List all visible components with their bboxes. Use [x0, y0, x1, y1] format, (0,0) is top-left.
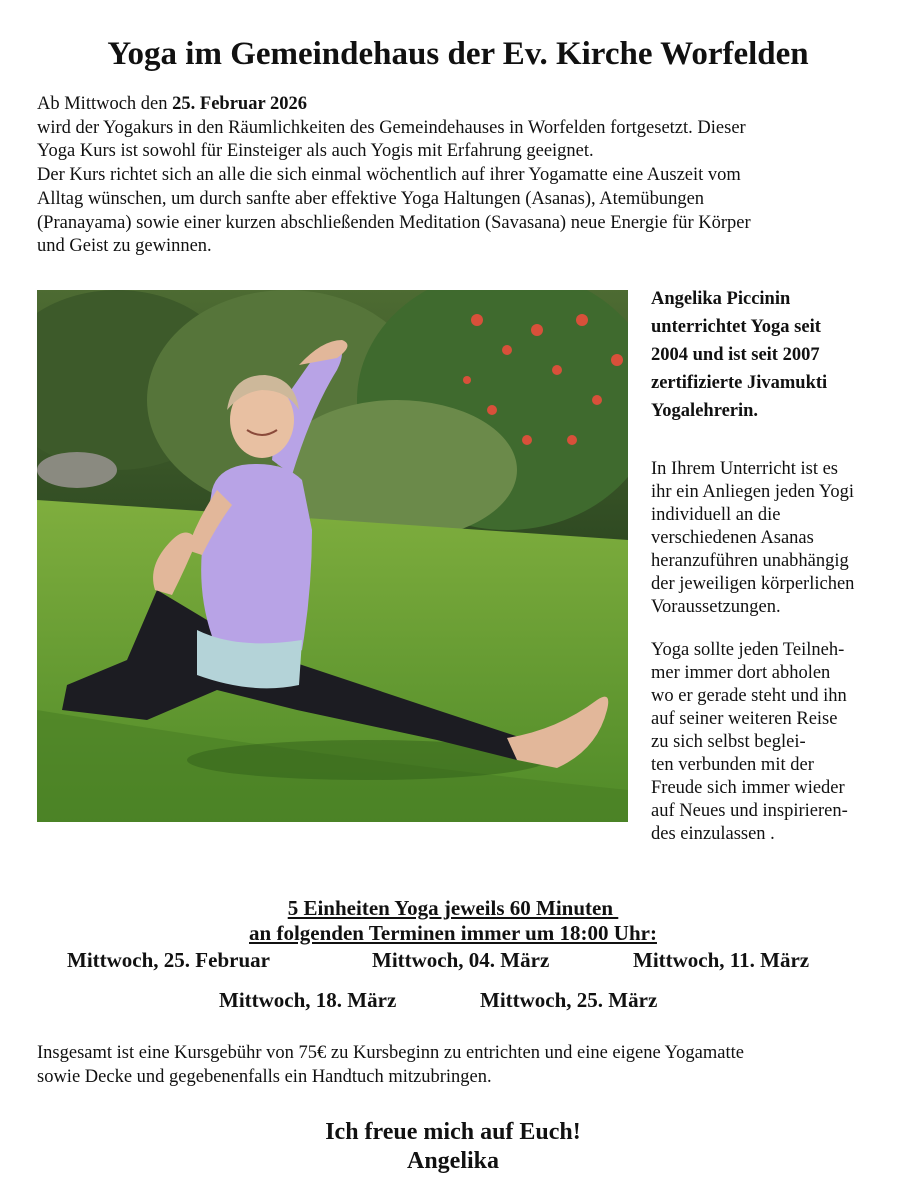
intro-line: Alltag wünschen, um durch sanfte aber effektive Yoga Haltungen (Asanas), Atemübungen [37, 188, 705, 209]
fee-info: Insgesamt ist eine Kursgebühr von 75€ zu Kursbeginn zu entrichten und eine eigene Yogamatte sowie Decke und gegebenenfalls ein Handtuch mitzubringen. [37, 1043, 744, 1087]
schedule-date: Mittwoch, 18. März [219, 988, 397, 1012]
intro-line: wird der Yogakurs in den Räumlichkeiten des Gemeindehauses in Worfelden fortgesetzt. Dieser [37, 117, 746, 138]
schedule-date: Mittwoch, 04. März [372, 948, 550, 972]
schedule-date: Mittwoch, 25. Februar [67, 948, 270, 972]
bio-paragraph-1: In Ihrem Unterricht ist es ihr ein Anliegen jeden Yogi individuell an die verschiedenen Asanas heranzuführen unabhängig der jeweiligen körperlichen Voraussetzungen. [651, 459, 855, 617]
bio-paragraph-2: Yoga sollte jeden Teilneh- mer immer dort abholen wo er gerade steht und ihn auf seiner weiteren Reise zu sich selbst beglei- ten verbunden mit der Freude sich immer wieder auf Neues und inspirieren- des einzulassen . [651, 640, 848, 844]
yoga-pose-illustration [37, 290, 628, 822]
intro-line-1: Ab Mittwoch den 25. Februar 2026 [37, 94, 307, 114]
schedule-date: Mittwoch, 11. März [633, 948, 810, 972]
signature-name: Angelika [406, 1148, 499, 1174]
closing-greeting [0, 1118, 906, 1176]
start-date: 25. Februar 2026 [172, 94, 307, 114]
schedule-heading: 5 Einheiten Yoga jeweils 60 Minuten an folgenden Terminen immer um 18:00 Uhr: [249, 896, 657, 945]
schedule-date: Mittwoch, 25. März [480, 988, 658, 1012]
intro-line: (Pranayama) sowie einer kurzen abschließenden Meditation (Savasana) neue Energie für Körper [37, 212, 751, 233]
instructor-bio [651, 285, 901, 846]
intro-text [37, 93, 887, 259]
intro-line: und Geist zu gewinnen. [37, 236, 212, 257]
closing-line: Ich freue mich auf Euch! [325, 1119, 581, 1145]
intro-line: Yoga Kurs ist sowohl für Einsteiger als auch Yogis mit Erfahrung geeignet. [37, 141, 594, 162]
yoga-photo [37, 290, 628, 822]
bio-intro: Angelika Piccinin unterrichtet Yoga seit 2004 und ist seit 2007 zertifizierte Jivamukti Yogalehrerin. [651, 289, 828, 421]
intro-line: Der Kurs richtet sich an alle die sich einmal wöchentlich auf ihrer Yogamatte eine Auszeit vom [37, 165, 741, 186]
page-title: Yoga im Gemeindehaus der Ev. Kirche Worfelden [107, 36, 809, 72]
